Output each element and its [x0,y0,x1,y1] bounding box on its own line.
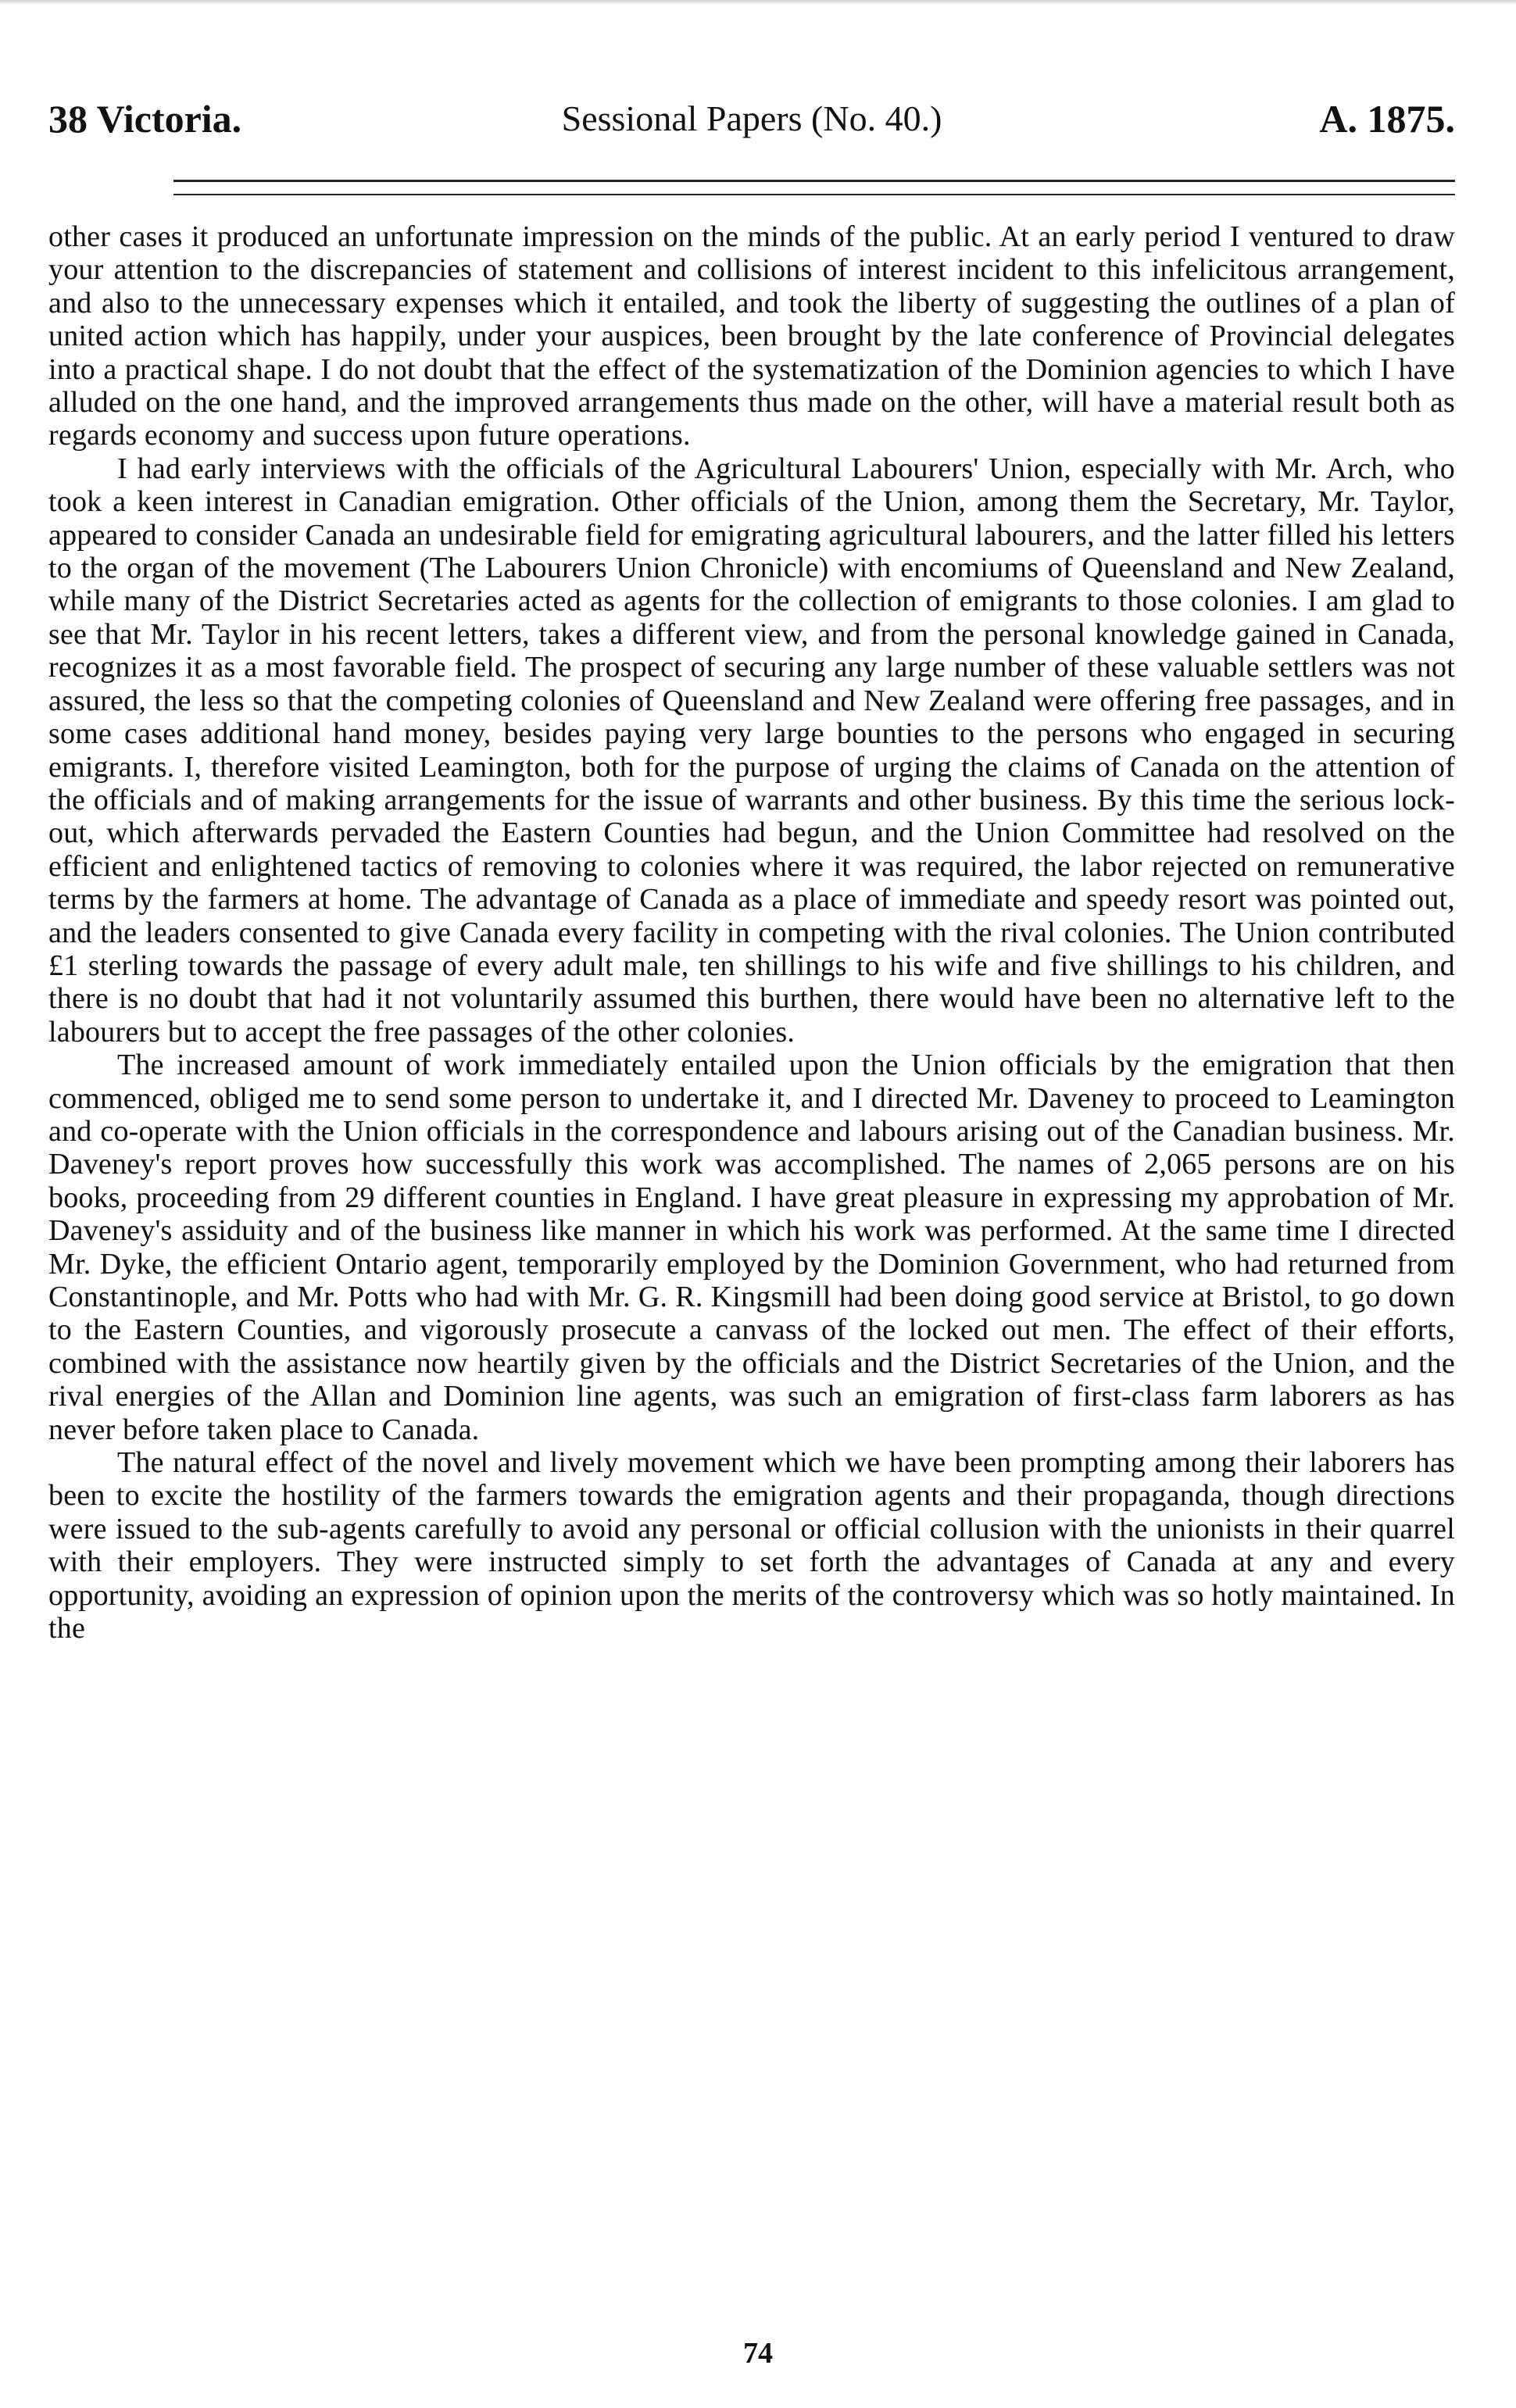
paragraph-1: other cases it produced an unfortunate impression on the minds of the public. At an early period I ventured to draw your attention to the discrepancies of statement and collisions of interest incident to this infelicitous arrangement, and also to the unnecessary expenses which it entailed, and took the liberty of suggesting the outlines of a plan of united action which has happily, under your auspices, been brought by the late conference of Provincial delegates into a practical shape. I do not doubt that the effect of the systematization of the Dominion agencies to which I have alluded on the one hand, and the improved arrangements thus made on the other, will have a material result both as regards economy and success upon future operations. [48,220,1455,452]
body-text [48,220,1455,1645]
page-number: 74 [743,2337,773,2370]
paragraph-4: The natural effect of the novel and lively movement which we have been prompting among their laborers has been to excite the hostility of the farmers towards the emigration agents and their propaganda, though directions were issued to the sub-agents carefully to avoid any personal or official collusion with the unionists in their quarrel with their employers. They were instructed simply to set forth the advantages of Canada at any and every opportunity, avoiding an expression of opinion upon the merits of the controversy which was so hotly maintained. In the [48,1446,1455,1645]
header-title: Sessional Papers (No. 40.) [561,98,942,138]
header-year: A. 1875. [1319,97,1455,141]
header-session: 38 Victoria. [48,97,242,141]
header-rule-bottom [173,194,1455,195]
page-top-edge [0,0,1516,5]
page-header [48,88,1455,150]
paragraph-3: The increased amount of work immediately entailed upon the Union officials by the emigration that then commenced, obliged me to send some person to undertake it, and I directed Mr. Daveney to proceed to Leamington and co-operate with the Union officials in the correspondence and labours arising out of the Canadian business. Mr. Daveney's report proves how successfully this work was accomplished. The names of 2,065 persons are on his books, proceeding from 29 different counties in England. I have great pleasure in expressing my approbation of Mr. Daveney's assiduity and of the business like manner in which his work was performed. At the same time I directed Mr. Dyke, the efficient Ontario agent, temporarily employed by the Dominion Government, who had returned from Constantinople, and Mr. Potts who had with Mr. G. R. Kingsmill had been doing good service at Bristol, to go down to the Eastern Counties, and vigorously prosecute a canvass of the locked out men. The effect of their efforts, combined with the assistance now heartily given by the officials and the District Secretaries of the Union, and the rival energies of the Allan and Dominion line agents, was such an emigration of first-class farm laborers as has never before taken place to Canada. [48,1049,1455,1446]
header-rule-top [173,180,1455,182]
paragraph-2: I had early interviews with the officials of the Agricultural Labourers' Union, especially with Mr. Arch, who took a keen interest in Canadian emigration. Other officials of the Union, among them the Secretary, Mr. Taylor, appeared to consider Canada an undesirable field for emigrating agricultural labourers, and the latter filled his letters to the organ of the movement (The Labourers Union Chronicle) with encomiums of Queensland and New Zealand, while many of the District Secretaries acted as agents for the collection of emigrants to those colonies. I am glad to see that Mr. Taylor in his recent letters, takes a different view, and from the personal knowledge gained in Canada, recognizes it as a most favorable field. The prospect of securing any large number of these valuable settlers was not assured, the less so that the competing colonies of Queensland and New Zealand were offering free passages, and in some cases additional hand money, besides paying very large bounties to the persons who engaged in securing emigrants. I, therefore visited Leamington, both for the purpose of urging the claims of Canada on the attention of the officials and of making arrangements for the issue of warrants and other business. By this time the serious lock-out, which afterwards pervaded the Eastern Counties had begun, and the Union Committee had resolved on the efficient and enlightened tactics of removing to colonies where it was required, the labor rejected on remunerative terms by the farmers at home. The advantage of Canada as a place of immediate and speedy resort was pointed out, and the leaders consented to give Canada every facility in competing with the rival colonies. The Union contributed £1 sterling towards the passage of every adult male, ten shillings to his wife and five shillings to his children, and there is no doubt that had it not voluntarily assumed this burthen, there would have been no alternative left to the labourers but to accept the free passages of the other colonies. [48,452,1455,1049]
